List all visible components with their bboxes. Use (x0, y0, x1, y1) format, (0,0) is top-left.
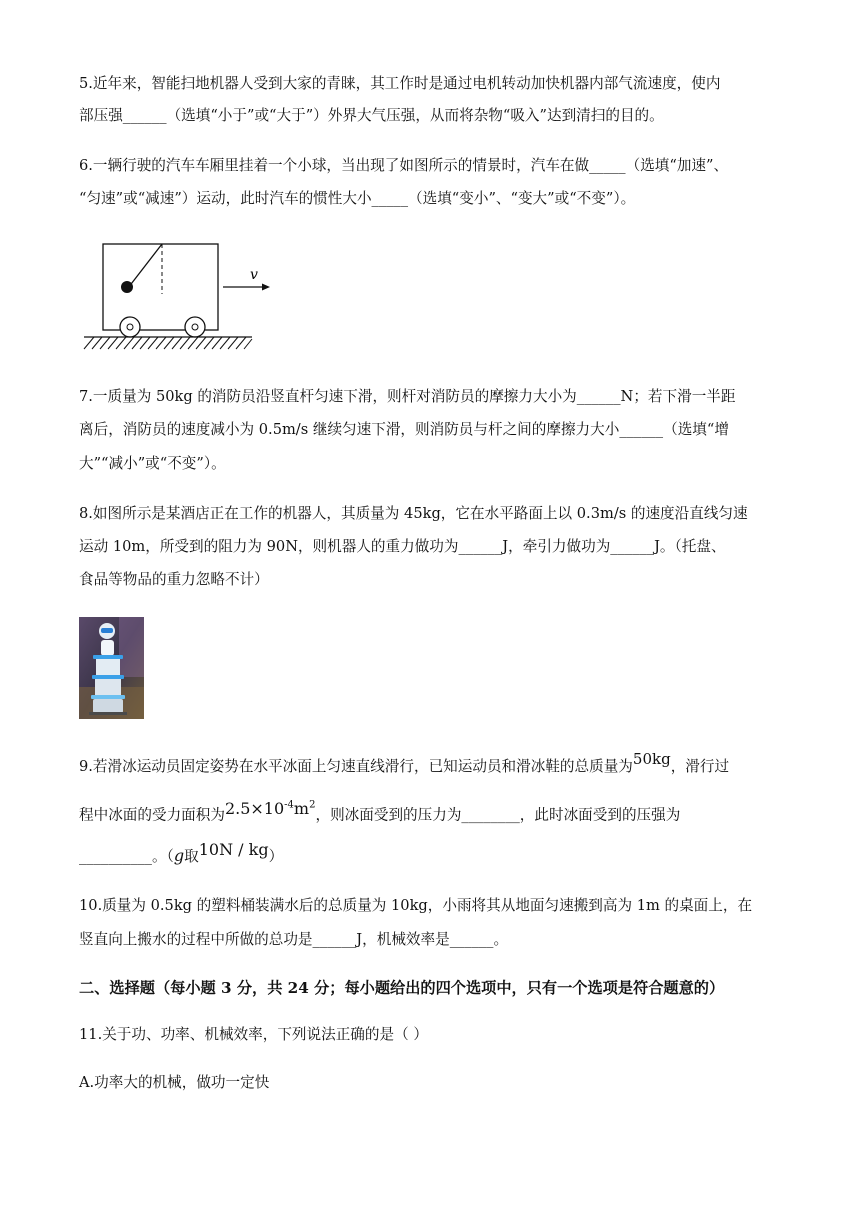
cart-wheel-left (120, 317, 140, 337)
q7-line-3: 大”“减小”或“不变”）。 (79, 455, 226, 472)
q6-line-1: 6.一辆行驶的汽车车厢里挂着一个小球，当出现了如图所示的情景时，汽车在做_____（选填“加速”、 (79, 157, 729, 174)
pendulum-ball (121, 281, 133, 293)
q9-text-3c: ） (268, 848, 284, 865)
q9-text-1a: 9.若滑冰运动员固定姿势在水平冰面上匀速直线滑行，已知运动员和滑冰鞋的总质量为 (79, 758, 633, 775)
q9-area-unit-exponent: 2 (309, 800, 316, 811)
q9-text-3a: __________。（ (79, 848, 174, 865)
q6-line-2: “匀速”或“减速”）运动，此时汽车的惯性大小_____（选填“变小”、“变大”或“不变”）。 (79, 190, 636, 207)
q11-option-a: A.功率大的机械，做功一定快 (79, 1074, 270, 1091)
q9-line-2 (79, 801, 680, 825)
velocity-label: v (250, 267, 258, 283)
q9-line-1 (79, 750, 730, 777)
q10-line-1: 10.质量为 0.5kg 的塑料桶装满水后的总质量为 10kg，小雨将其从地面匀速搬到高为 1m 的桌面上，在 (79, 897, 753, 914)
q5-line-2: 部压强______（选填“小于”或“大于”）外界大气压强，从而将杂物“吸入”达到清扫的目的。 (79, 107, 664, 124)
q8-line-1: 8.如图所示是某酒店正在工作的机器人，其质量为 45kg，它在水平路面上以 0.3m/s 的速度沿直线匀速 (79, 505, 748, 522)
q9-area-unit: m (293, 799, 310, 819)
ground-hatching (84, 337, 252, 349)
cart-body (103, 244, 218, 330)
section-2-heading: 二、选择题（每小题 3 分，共 24 分；每小题给出的四个选项中，只有一个选项是符合题意的） (79, 979, 725, 997)
q8-line-2: 运动 10m，所受到的阻力为 90N，则机器人的重力做功为______J，牵引力做功为______J。（托盘、 (79, 538, 726, 555)
service-robot-photo (79, 617, 144, 719)
q9-area-exponent: -4 (284, 800, 294, 811)
q9-text-1b: ，滑行过 (670, 758, 730, 775)
q7-line-2: 离后，消防员的速度减小为 0.5m/s 继续匀速下滑，则消防员与杆之间的摩擦力大小______（选填“增 (79, 421, 729, 438)
q10-line-2: 竖直向上搬水的过程中所做的总功是______J，机械效率是______。 (79, 931, 509, 948)
velocity-arrowhead (262, 284, 270, 291)
q11-stem: 11.关于功、功率、机械效率，下列说法正确的是（ ） (79, 1026, 428, 1043)
q9-area-value (225, 799, 316, 818)
pendulum-string (128, 244, 162, 288)
q8-line-3: 食品等物品的重力忽略不计） (79, 571, 269, 588)
q9-area-mantissa: 2.5×10 (224, 799, 285, 819)
q9-g-value: 10N / kg (198, 840, 269, 859)
q9-line-3 (79, 840, 284, 867)
q9-text-2b: ，则冰面受到的压力为________，此时冰面受到的压强为 (315, 806, 681, 824)
cart-wheel-right (185, 317, 205, 337)
q5-line-1: 5.近年来，智能扫地机器人受到大家的青睐，其工作时是通过电机转动加快机器内部气流速度，使内 (79, 75, 721, 92)
cart-pendulum-figure (80, 236, 280, 356)
q9-text-3b: 取 (184, 848, 199, 865)
q9-g-symbol: g (173, 846, 185, 865)
q7-line-1: 7.一质量为 50kg 的消防员沿竖直杆匀速下滑，则杆对消防员的摩擦力大小为______N；若下滑一半距 (79, 388, 736, 405)
q9-text-2a: 程中冰面的受力面积为 (79, 806, 225, 824)
q9-mass-value: 50kg (632, 750, 671, 768)
